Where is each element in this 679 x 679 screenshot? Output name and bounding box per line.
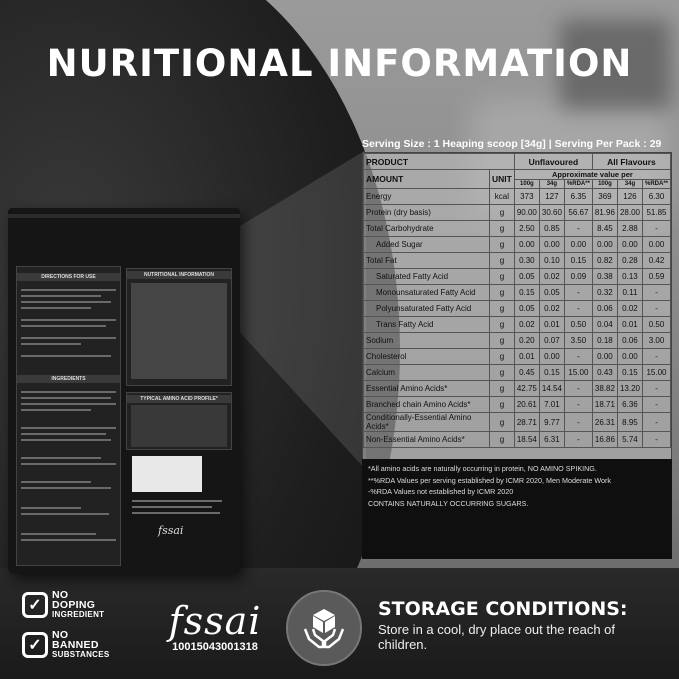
nutrient-value: 81.96 — [592, 205, 617, 221]
pouch-fssai-logo: fssai — [158, 524, 184, 537]
badge-line: BANNED — [52, 639, 99, 651]
nutrient-value: 6.36 — [617, 397, 642, 413]
nutrient-value: 0.02 — [539, 269, 564, 285]
nutrient-value: - — [564, 349, 592, 365]
nutrient-value: 56.67 — [564, 205, 592, 221]
nutrient-value: 0.15 — [564, 253, 592, 269]
nutrient-value: - — [642, 413, 670, 432]
table-row — [364, 253, 671, 269]
nutrient-value: 0.18 — [592, 333, 617, 349]
nutrient-unit: g — [490, 381, 515, 397]
pouch-ingredients-heading: INGREDIENTS — [17, 375, 120, 383]
nutrient-value: 0.05 — [514, 269, 539, 285]
table-row — [364, 317, 671, 333]
nutrient-value: 0.05 — [514, 301, 539, 317]
nutrient-name: Total Fat — [364, 253, 490, 269]
nutrient-unit: g — [490, 237, 515, 253]
note-line: CONTAINS NATURALLY OCCURRING SUGARS. — [368, 498, 529, 508]
nutrient-value: 6.30 — [642, 189, 670, 205]
nutrient-value: 51.85 — [642, 205, 670, 221]
nutrient-value: 0.15 — [514, 285, 539, 301]
nutrient-unit: g — [490, 397, 515, 413]
badge-line: SUBSTANCES — [52, 650, 110, 659]
nutrient-value: 30.60 — [539, 205, 564, 221]
nutrient-unit: kcal — [490, 189, 515, 205]
nutrient-value: 18.71 — [592, 397, 617, 413]
nutrient-value: 0.15 — [539, 365, 564, 381]
nutrient-name: Monounsaturated Fatty Acid — [364, 285, 490, 301]
nutrient-value: 5.74 — [617, 432, 642, 448]
storage-hands-box-icon — [286, 590, 362, 666]
table-row — [364, 189, 671, 205]
col-header: 100g — [514, 180, 539, 189]
nutrient-value: 0.38 — [592, 269, 617, 285]
table-row — [364, 221, 671, 237]
nutrient-value: 0.10 — [539, 253, 564, 269]
nutrient-value: 13.20 — [617, 381, 642, 397]
nutrient-value: 16.86 — [592, 432, 617, 448]
nutrient-name: Saturated Fatty Acid — [364, 269, 490, 285]
nutrient-value: 15.00 — [642, 365, 670, 381]
nutrient-value: 2.88 — [617, 221, 642, 237]
pouch-left-panel — [16, 266, 121, 566]
nutrient-value: 0.02 — [617, 301, 642, 317]
nutrient-value: 0.50 — [642, 317, 670, 333]
nutrient-value: 8.95 — [617, 413, 642, 432]
fssai-number: 10015043001318 — [172, 641, 258, 653]
nutrient-value: 0.00 — [617, 349, 642, 365]
nutrient-value: 3.50 — [564, 333, 592, 349]
table-row — [364, 205, 671, 221]
unit-header: UNIT — [490, 170, 515, 189]
note-line: -%RDA Values not established by ICMR 2020 — [368, 487, 514, 496]
col-header: %RDA** — [564, 180, 592, 189]
product-header: PRODUCT — [364, 154, 515, 170]
nutrient-value: - — [564, 432, 592, 448]
nutrition-table — [362, 152, 672, 512]
nutrient-value: - — [642, 397, 670, 413]
check-icon: ✓ — [22, 632, 48, 658]
unflavoured-header: Unflavoured — [514, 154, 592, 170]
col-header: 100g — [592, 180, 617, 189]
no-doping-badge — [22, 590, 122, 620]
nutrient-value: 0.00 — [642, 237, 670, 253]
nutrient-value: 0.06 — [617, 333, 642, 349]
nutrient-value: 0.09 — [564, 269, 592, 285]
nutrient-value: 28.00 — [617, 205, 642, 221]
nutrient-value: 0.11 — [617, 285, 642, 301]
nutrient-value: 0.43 — [592, 365, 617, 381]
nutrient-value: - — [564, 397, 592, 413]
nutrient-value: 0.82 — [592, 253, 617, 269]
nutrient-unit: g — [490, 432, 515, 448]
nutrient-value: - — [642, 301, 670, 317]
pouch-nutrition-panel — [126, 268, 232, 386]
nutrient-name: Sodium — [364, 333, 490, 349]
nutrient-name: Conditionally-Essential Amino Acids* — [364, 413, 490, 432]
table-row — [364, 432, 671, 448]
note-line: **%RDA Values per serving established by ICMR 2020, Men Moderate Work — [368, 475, 612, 485]
nutrient-value: 26.31 — [592, 413, 617, 432]
approx-header: Approximate value per — [514, 170, 670, 180]
table-row — [364, 237, 671, 253]
nutrient-value: - — [564, 221, 592, 237]
nutrient-unit: g — [490, 317, 515, 333]
pouch-nutrition-heading: NUTRITIONAL INFORMATION — [127, 271, 231, 279]
note-line: *All amino acids are naturally occurring in protein, NO AMINO SPIKING. — [368, 464, 597, 473]
nutrient-value: 0.50 — [564, 317, 592, 333]
table-row — [364, 269, 671, 285]
all-flavours-header: All Flavours — [592, 154, 670, 170]
nutrient-value: 126 — [617, 189, 642, 205]
nutrient-value: 0.04 — [592, 317, 617, 333]
nutrient-value: 0.01 — [514, 349, 539, 365]
nutrient-value: 0.00 — [539, 237, 564, 253]
col-header: %RDA** — [642, 180, 670, 189]
table-row — [364, 397, 671, 413]
nutrient-value: - — [564, 381, 592, 397]
nutrient-value: - — [564, 285, 592, 301]
nutrient-value: - — [642, 285, 670, 301]
nutrient-unit: g — [490, 269, 515, 285]
table-row — [364, 285, 671, 301]
nutrient-value: 42.75 — [514, 381, 539, 397]
nutrient-value: 0.02 — [514, 317, 539, 333]
col-header: 34g — [539, 180, 564, 189]
nutrient-value: 3.00 — [642, 333, 670, 349]
nutrient-value: - — [642, 432, 670, 448]
storage-text: Store in a cool, dry place out the reach of children. — [378, 622, 616, 652]
nutrient-value: 0.00 — [617, 237, 642, 253]
storage-title: STORAGE CONDITIONS: — [378, 598, 628, 620]
nutrient-value: 0.30 — [514, 253, 539, 269]
badge-line: INGREDIENT — [52, 610, 105, 619]
nutrient-value: 14.54 — [539, 381, 564, 397]
nutrient-value: 18.54 — [514, 432, 539, 448]
nutrient-value: 127 — [539, 189, 564, 205]
badge-line: NO — [52, 629, 69, 641]
nutrient-unit: g — [490, 301, 515, 317]
nutrient-value: 7.01 — [539, 397, 564, 413]
nutrient-value: 0.00 — [564, 237, 592, 253]
pouch-amino-panel — [126, 392, 232, 450]
nutrient-unit: g — [490, 349, 515, 365]
nutrient-name: Branched chain Amino Acids* — [364, 397, 490, 413]
nutrient-value: - — [642, 221, 670, 237]
nutrient-name: Cholesterol — [364, 349, 490, 365]
nutrient-value: - — [564, 301, 592, 317]
amount-header: AMOUNT — [364, 170, 490, 189]
nutrient-unit: g — [490, 285, 515, 301]
nutrient-value: 369 — [592, 189, 617, 205]
nutrient-value: 28.71 — [514, 413, 539, 432]
nutrient-unit: g — [490, 253, 515, 269]
nutrient-name: Polyunsaturated Fatty Acid — [364, 301, 490, 317]
badge-line: DOPING — [52, 599, 96, 611]
serving-info: Serving Size : 1 Heaping scoop [34g] | Serving Per Pack : 29 — [362, 138, 662, 150]
nutrient-value: - — [642, 381, 670, 397]
nutrient-name: Protein (dry basis) — [364, 205, 490, 221]
nutrient-unit: g — [490, 205, 515, 221]
nutrient-value: 90.00 — [514, 205, 539, 221]
table-row — [364, 365, 671, 381]
nutrient-value: 0.28 — [617, 253, 642, 269]
nutrient-value: 0.00 — [539, 349, 564, 365]
nutrient-value: 0.01 — [539, 317, 564, 333]
nutrient-name: Added Sugar — [364, 237, 490, 253]
col-header: 34g — [617, 180, 642, 189]
nutrient-value: 0.59 — [642, 269, 670, 285]
table-row — [364, 349, 671, 365]
table-row — [364, 301, 671, 317]
nutrient-value: 0.05 — [539, 285, 564, 301]
nutrient-unit: g — [490, 365, 515, 381]
nutrient-value: - — [642, 349, 670, 365]
nutrient-unit: g — [490, 221, 515, 237]
pouch-white-label — [132, 456, 202, 492]
nutrient-value: 15.00 — [564, 365, 592, 381]
table-row — [364, 413, 671, 432]
nutrient-value: 6.31 — [539, 432, 564, 448]
pouch-amino-heading: TYPICAL AMINO ACID PROFILE* — [127, 395, 231, 403]
nutrient-value: 0.00 — [592, 349, 617, 365]
fssai-block — [150, 599, 280, 653]
no-banned-badge — [22, 630, 122, 660]
nutrient-name: Non-Essential Amino Acids* — [364, 432, 490, 448]
nutrient-value: 0.06 — [592, 301, 617, 317]
nutrient-value: 0.42 — [642, 253, 670, 269]
nutrient-value: 2.50 — [514, 221, 539, 237]
nutrient-name: Essential Amino Acids* — [364, 381, 490, 397]
nutrient-value: 0.07 — [539, 333, 564, 349]
product-pouch — [8, 208, 240, 574]
nutrient-value: 9.77 — [539, 413, 564, 432]
nutrient-value: 0.13 — [617, 269, 642, 285]
nutrient-value: 0.01 — [617, 317, 642, 333]
check-icon: ✓ — [22, 592, 48, 618]
nutrient-unit: g — [490, 413, 515, 432]
fssai-logo: fssai — [168, 599, 262, 643]
page-title: NURITIONAL INFORMATION — [46, 42, 633, 85]
nutrient-value: 0.15 — [617, 365, 642, 381]
nutrient-value: 0.85 — [539, 221, 564, 237]
nutrient-name: Total Carbohydrate — [364, 221, 490, 237]
nutrient-value: 20.61 — [514, 397, 539, 413]
nutrient-value: 373 — [514, 189, 539, 205]
badge-line: NO — [52, 589, 69, 601]
table-notes — [362, 459, 672, 559]
nutrient-name: Trans Fatty Acid — [364, 317, 490, 333]
table-row — [364, 333, 671, 349]
nutrient-name: Energy — [364, 189, 490, 205]
nutrient-value: 0.00 — [514, 237, 539, 253]
nutrient-value: 0.45 — [514, 365, 539, 381]
nutrient-value: - — [564, 413, 592, 432]
nutrient-value: 0.20 — [514, 333, 539, 349]
nutrient-value: 8.45 — [592, 221, 617, 237]
nutrient-value: 38.82 — [592, 381, 617, 397]
nutrient-unit: g — [490, 333, 515, 349]
nutrient-value: 6.35 — [564, 189, 592, 205]
table-row — [364, 381, 671, 397]
pouch-zip — [8, 214, 240, 218]
pouch-directions-heading: DIRECTIONS FOR USE — [17, 273, 120, 281]
nutrient-value: 0.02 — [539, 301, 564, 317]
nutrient-value: 0.00 — [592, 237, 617, 253]
nutrient-name: Calcium — [364, 365, 490, 381]
nutrient-value: 0.32 — [592, 285, 617, 301]
